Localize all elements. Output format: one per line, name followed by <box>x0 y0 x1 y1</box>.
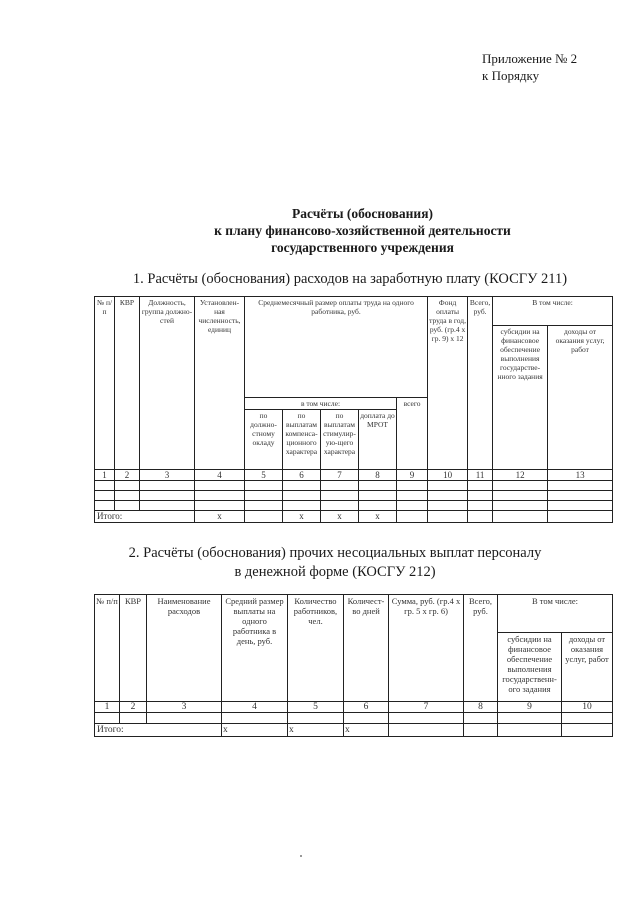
col-number: 11 <box>468 470 493 481</box>
header-num: № п/п <box>95 297 115 470</box>
col-number: 6 <box>283 470 321 481</box>
section-1-heading: 1. Расчёты (обоснования) расходов на заработную плату (КОСГУ 211) <box>132 271 568 287</box>
x-mark: х <box>222 724 288 737</box>
header-total: Всего, руб. <box>464 595 498 702</box>
total-label: Итого: <box>95 511 195 523</box>
col-number: 8 <box>464 702 498 713</box>
col-number: 2 <box>115 470 140 481</box>
table-row <box>95 481 613 491</box>
header-stimulating: по выплатам стимулир-ую-щего характера <box>321 410 359 470</box>
col-number: 6 <box>344 702 389 713</box>
header-avg-salary: Среднемесячный размер оплаты труда на одного работника, руб. <box>245 297 428 326</box>
header-subsidy: субсидии на финансовое обеспечение выполнения государстве-нного задания <box>493 326 548 470</box>
header-subsidy: субсидии на финансовое обеспечение выполнения государственн-ого задания <box>498 633 562 702</box>
x-mark: х <box>288 724 344 737</box>
header-num: № п/п <box>95 595 120 702</box>
col-number: 1 <box>95 470 115 481</box>
salary-table <box>94 296 613 523</box>
header-kvr: КВР <box>115 297 140 470</box>
total-row <box>95 724 613 737</box>
header-position: Должность, группа должно-стей <box>140 297 195 470</box>
header-by-salary: по должно-стному окладу <box>245 410 283 470</box>
col-number: 2 <box>120 702 147 713</box>
col-number: 7 <box>321 470 359 481</box>
header-incl: В том числе: <box>498 595 613 633</box>
col-number: 4 <box>222 702 288 713</box>
header-kvr: КВР <box>120 595 147 702</box>
col-number: 8 <box>359 470 397 481</box>
title-line-3: государственного учреждения <box>271 240 454 255</box>
header-income: доходы от оказания услуг, работ <box>562 633 613 702</box>
header-sum: Всего, руб. <box>468 297 493 470</box>
x-mark: х <box>344 724 389 737</box>
col-number: 7 <box>389 702 464 713</box>
col-number: 9 <box>498 702 562 713</box>
col-number: 3 <box>147 702 222 713</box>
section-2-heading <box>110 544 560 582</box>
appendix-label <box>482 50 577 84</box>
table-row <box>95 713 613 724</box>
col-number: 4 <box>195 470 245 481</box>
header-fund: Фонд оплаты труда в год, руб. (гр.4 х гр. 9) х 12 <box>428 297 468 470</box>
x-mark: х <box>321 511 359 523</box>
col-number: 13 <box>548 470 613 481</box>
header-income: доходы от оказания услуг, работ <box>548 326 613 470</box>
payments-table <box>94 594 613 737</box>
col-number: 10 <box>428 470 468 481</box>
col-number: 10 <box>562 702 613 713</box>
appendix-line-1: Приложение № 2 <box>482 51 578 66</box>
section-2-heading-line-1: 2. Расчёты (обоснования) прочих несоциальных выплат персоналу <box>128 545 542 561</box>
table-row <box>95 491 613 501</box>
x-mark: х <box>359 511 397 523</box>
x-mark: х <box>195 511 245 523</box>
header-sum-formula: Сумма, руб. (гр.4 х гр. 5 х гр. 6) <box>389 595 464 702</box>
total-row <box>95 511 613 523</box>
col-number: 1 <box>95 702 120 713</box>
header-days: Количест-во дней <box>344 595 389 702</box>
table-row <box>95 501 613 511</box>
header-avg-payment: Средний размер выплаты на одного работника в день, руб. <box>222 595 288 702</box>
header-mrot: доплата до МРОТ <box>359 410 397 470</box>
header-total: всего <box>397 398 428 470</box>
col-number: 12 <box>493 470 548 481</box>
title-line-2: к плану финансово-хозяйственной деятельности <box>214 223 511 238</box>
col-number: 3 <box>140 470 195 481</box>
page-speck <box>300 855 302 857</box>
appendix-line-2: к Порядку <box>482 68 540 83</box>
col-number: 9 <box>397 470 428 481</box>
header-workers: Количество работников, чел. <box>288 595 344 702</box>
col-number: 5 <box>245 470 283 481</box>
document-title <box>0 205 640 256</box>
header-name: Наименование расходов <box>147 595 222 702</box>
header-incl: в том числе: <box>245 398 397 410</box>
x-mark: х <box>283 511 321 523</box>
title-line-1: Расчёты (обоснования) <box>291 206 434 221</box>
header-incl-right: В том числе: <box>493 297 613 326</box>
section-2-heading-line-2: в денежной форме (КОСГУ 212) <box>234 564 436 580</box>
col-number: 5 <box>288 702 344 713</box>
header-compensation: по выплатам компенса-ционного характера <box>283 410 321 470</box>
total-label: Итого: <box>95 724 222 737</box>
header-headcount: Установлен-ная численность, единиц <box>195 297 245 470</box>
